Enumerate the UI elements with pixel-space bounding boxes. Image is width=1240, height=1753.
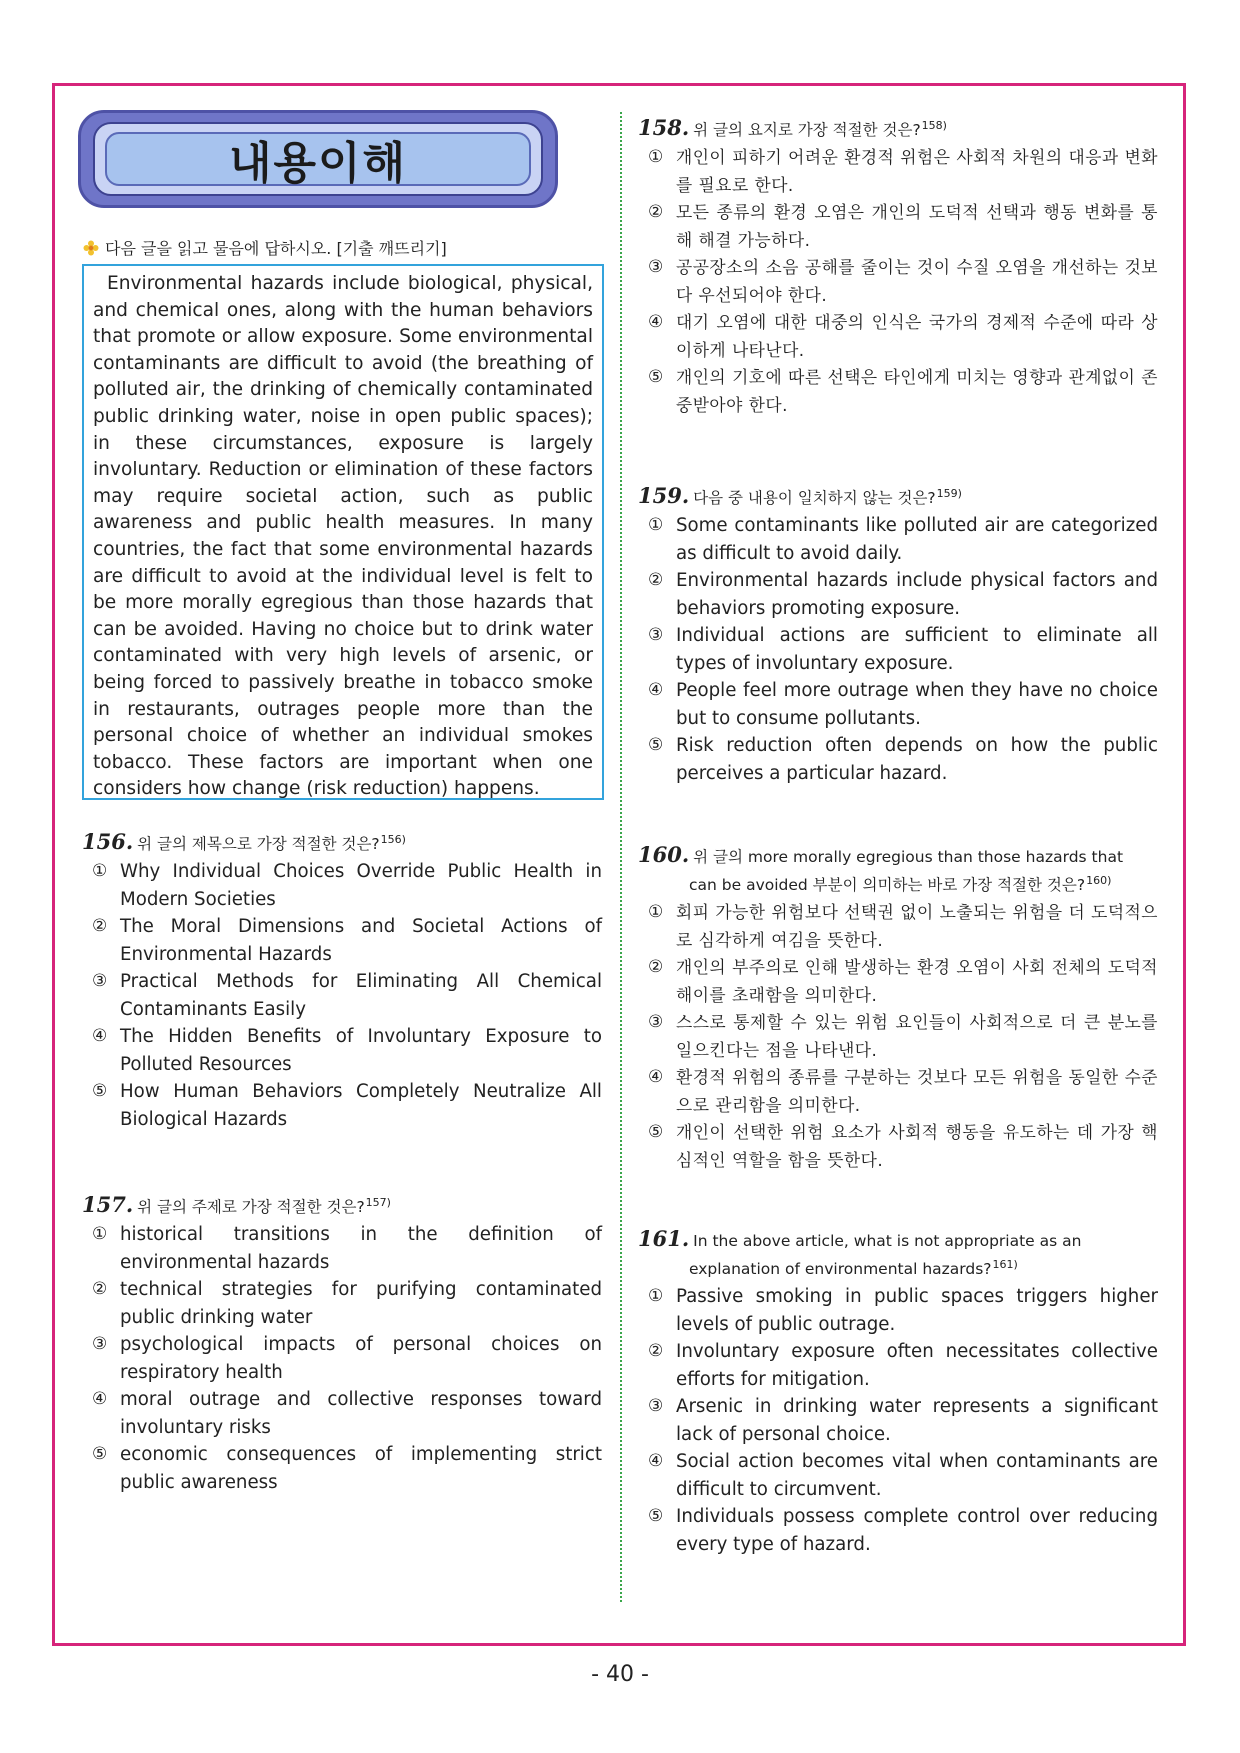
option-1[interactable]: ① Some contaminants like polluted air are categorized as difficult to avoid daily. [648,515,1158,564]
question-prompt: 위 글의 주제로 가장 적절한 것은? [137,1198,365,1216]
option-5[interactable]: ⑤ 개인의 기호에 따른 선택은 타인에게 미치는 영향과 관계없이 존중받아야 한다. [648,367,1158,415]
question-prompt: 위 글의 요지로 가장 적절한 것은? [693,121,921,139]
option-5[interactable]: ⑤ How Human Behaviors Completely Neutralize All Biological Hazards [92,1081,602,1130]
question-header [638,843,1158,897]
question-159 [638,482,1158,787]
banner-ring [93,122,543,196]
question-prompt: 위 글의 more morally egregious than those hazards that [693,848,1124,866]
footnote-ref: 158) [921,119,947,132]
option-4[interactable]: ④ 대기 오염에 대한 대중의 인식은 국가의 경제적 수준에 따라 상이하게 나타난다. [648,312,1158,360]
option-1[interactable]: ① Why Individual Choices Override Public Health in Modern Societies [92,861,602,910]
question-prompt: 다음 중 내용이 일치하지 않는 것은? [693,489,936,507]
column-divider [620,112,622,1602]
banner-inner [105,132,531,189]
option-4[interactable]: ④ People feel more outrage when they have no choice but to consume pollutants. [648,680,1158,729]
option-1[interactable]: ① 회피 가능한 위험보다 선택권 없이 노출되는 위험을 더 도덕적으로 심각하게 여김을 뜻한다. [648,902,1158,950]
option-1[interactable]: ① Passive smoking in public spaces triggers higher levels of public outrage. [648,1286,1158,1335]
footnote-ref: 161) [992,1258,1018,1271]
instruction [83,236,447,259]
option-4[interactable]: ④ The Hidden Benefits of Involuntary Exposure to Polluted Resources [92,1026,602,1075]
option-3[interactable]: ③ Individual actions are sufficient to eliminate all types of involuntary exposure. [648,625,1158,674]
option-2[interactable]: ② 모든 종류의 환경 오염은 개인의 도덕적 선택과 행동 변화를 통해 해결 가능하다. [648,202,1158,250]
option-3[interactable]: ③ Arsenic in drinking water represents a significant lack of personal choice. [648,1396,1158,1445]
option-3[interactable]: ③ 스스로 통제할 수 있는 위험 요인들이 사회적으로 더 큰 분노를 일으킨다는 점을 나타낸다. [648,1012,1158,1060]
option-2[interactable]: ② Environmental hazards include physical factors and behaviors promoting exposure. [648,570,1158,619]
option-list [638,1283,1158,1558]
section-title-banner [78,110,558,208]
option-5[interactable]: ⑤ Risk reduction often depends on how the public perceives a particular hazard. [648,735,1158,784]
option-list [82,858,602,1133]
question-156 [82,828,602,1133]
question-prompt-continued: explanation of environmental hazards?$^{161)}$ [689,1258,1018,1278]
option-2[interactable]: ② technical strategies for purifying contaminated public drinking water [92,1279,602,1328]
option-2[interactable]: ② Involuntary exposure often necessitates collective efforts for mitigation. [648,1341,1158,1390]
page-title: 내용이해 [228,138,407,189]
question-number: 156. [82,829,134,854]
footnote-ref: 156) [380,833,406,846]
option-list [638,899,1158,1174]
reading-passage: Environmental hazards include biological, physical, and chemical ones, along with the human behaviors that promote or allow exposure. Some environmental contaminants are difficult to avoid (the breathing of polluted air, the drinking of chemically contaminated public drinking water, noise in open public spaces); in these circumstances, exposure is largely involuntary. Reduction or elimination of these factors may require societal action, such as public awareness and public health measures. In many countries, the fact that some environmental hazards are difficult to avoid at the individual level is felt to be more morally egregious than those hazards that can be avoided. Having no choice but to drink water contaminated with very high levels of arsenic, or being forced to passively breathe in tobacco smoke in restaurants, outrages people more than the personal choice of whether an individual smokes tobacco. These factors are important when one considers how change (risk reduction) happens. [82,264,604,800]
question-header [82,828,602,856]
option-2[interactable]: ② 개인의 부주의로 인해 발생하는 환경 오염이 사회 전체의 도덕적 해이를 초래함을 의미한다. [648,957,1158,1005]
question-number: 158. [638,115,690,140]
question-number: 159. [638,483,690,508]
question-prompt: 위 글의 제목으로 가장 적절한 것은? [137,835,380,853]
question-header [638,1227,1158,1281]
question-158 [638,114,1158,419]
question-161 [638,1227,1158,1558]
option-5[interactable]: ⑤ 개인이 선택한 위험 요소가 사회적 행동을 유도하는 데 가장 핵심적인 역할을 함을 뜻한다. [648,1122,1158,1170]
option-5[interactable]: ⑤ Individuals possess complete control over reducing every type of hazard. [648,1506,1158,1555]
footnote-ref: 159) [936,487,962,500]
option-4[interactable]: ④ moral outrage and collective responses toward involuntary risks [92,1389,602,1438]
instruction-text: 다음 글을 읽고 물음에 답하시오. [기출 깨뜨리기] [105,239,447,258]
question-number: 160. [638,842,690,867]
page-number: - 40 - [591,1662,649,1687]
option-list [82,1221,602,1496]
option-4[interactable]: ④ 환경적 위험의 종류를 구분하는 것보다 모든 위험을 동일한 수준으로 관리함을 의미한다. [648,1067,1158,1115]
option-1[interactable]: ① 개인이 피하기 어려운 환경적 위험은 사회적 차원의 대응과 변화를 필요로 한다. [648,147,1158,195]
footnote-ref: 157) [365,1196,391,1209]
question-160 [638,843,1158,1174]
flower-icon [83,240,99,256]
option-1[interactable]: ① historical transitions in the definition of environmental hazards [92,1224,602,1273]
question-header [638,482,1158,510]
question-header [82,1191,602,1219]
option-3[interactable]: ③ 공공장소의 소음 공해를 줄이는 것이 수질 오염을 개선하는 것보다 우선되어야 한다. [648,257,1158,305]
option-3[interactable]: ③ Practical Methods for Eliminating All Chemical Contaminants Easily [92,971,602,1020]
option-4[interactable]: ④ Social action becomes vital when contaminants are difficult to circumvent. [648,1451,1158,1500]
question-header [638,114,1158,142]
question-157 [82,1191,602,1496]
question-number: 157. [82,1192,134,1217]
footnote-ref: 160) [1086,874,1112,887]
option-3[interactable]: ③ psychological impacts of personal choices on respiratory health [92,1334,602,1383]
question-prompt-continued: can be avoided 부분이 의미하는 바로 가장 적절한 것은?$^{160)}$ [689,874,1112,894]
option-2[interactable]: ② The Moral Dimensions and Societal Actions of Environmental Hazards [92,916,602,965]
question-prompt: In the above article, what is not appropriate as an [693,1232,1082,1250]
option-5[interactable]: ⑤ economic consequences of implementing strict public awareness [92,1444,602,1493]
option-list [638,512,1158,787]
option-list [638,144,1158,419]
question-number: 161. [638,1226,690,1251]
